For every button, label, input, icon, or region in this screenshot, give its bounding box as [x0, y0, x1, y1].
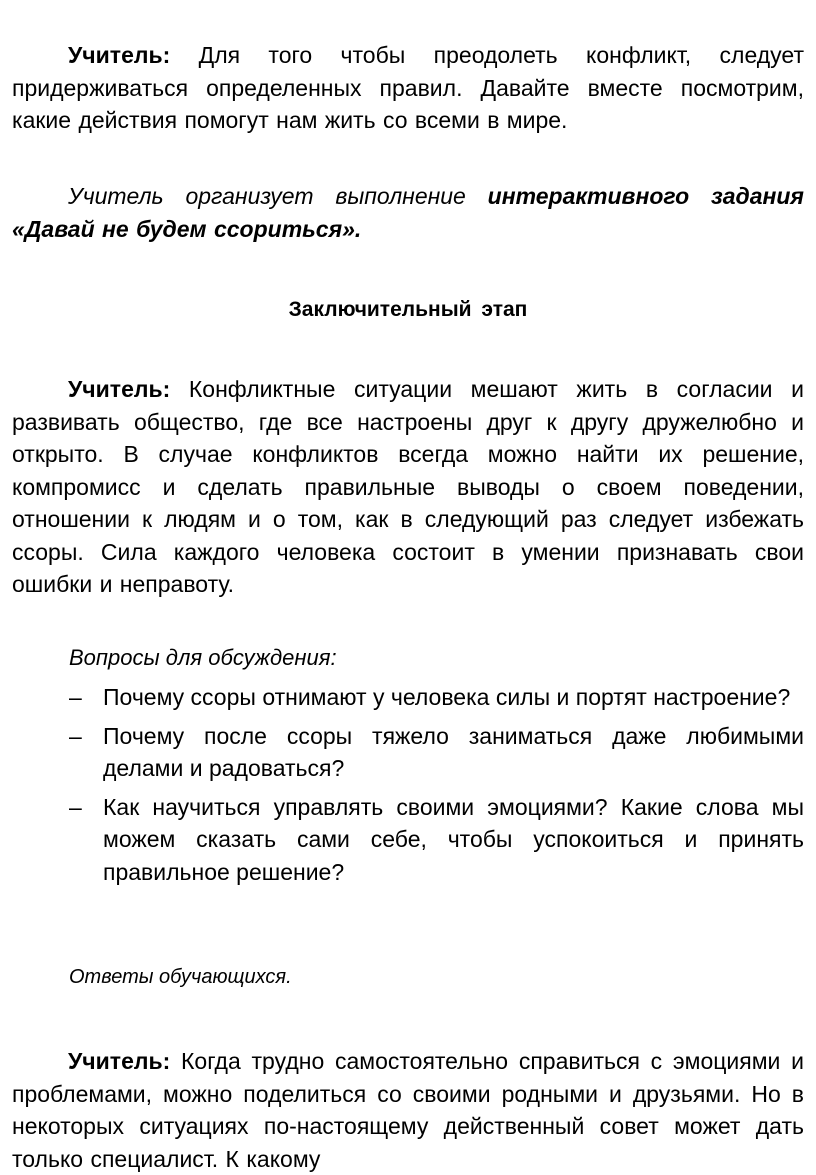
question-text: Почему ссоры отнимают у человека силы и портят настроение?: [103, 684, 791, 710]
teacher-paragraph-2: [12, 373, 804, 601]
speaker-label: Учитель:: [68, 1048, 171, 1074]
list-dash: –: [69, 684, 82, 710]
question-text: Почему после ссоры тяжело заниматься даже любимыми делами и радоваться?: [103, 722, 804, 781]
question-item: [12, 681, 804, 714]
task-title: интерактивного задания «Давай не будем ссориться».: [12, 183, 804, 242]
teacher-paragraph-1: [12, 39, 804, 137]
task-instruction: [12, 180, 804, 245]
teacher-paragraph-3: [12, 1045, 804, 1175]
question-text: Как научиться управлять своими эмоциями? Какие слова мы можем сказать сами себе, чтобы успокоиться и принять правильное решение?: [103, 793, 804, 885]
questions-list: [12, 681, 804, 894]
section-heading: Заключительный этап: [288, 298, 528, 321]
paragraph-text: Конфликтные ситуации мешают жить в согласии и развивать общество, где все настроены друг к другу дружелюбно и открыто. В случае конфликтов всегда можно найти их решение, компромисс и сделать правильные выводы о своем поведении, отношении к людям и о том, как в следующий раз следует избежать ссоры. Сила каждого человека состоит в умении признавать свои ошибки и неправоту.: [12, 376, 804, 597]
question-item: [12, 720, 804, 785]
paragraph-text: Когда трудно самостоятельно справиться с эмоциями и проблемами, можно поделиться со своими родными и друзьями. Но в некоторых ситуациях по-настоящему действенный совет может дать только специалист. К какому: [12, 1048, 804, 1172]
list-dash: –: [69, 793, 82, 820]
speaker-label: Учитель:: [68, 376, 171, 402]
paragraph-text: Для того чтобы преодолеть конфликт, следует придерживаться определенных правил. Давайте вместе посмотрим, какие действия помогут нам жить со всеми в мире.: [12, 42, 804, 133]
question-item: [12, 791, 804, 889]
instruction-lead: Учитель организует выполнение: [68, 183, 488, 209]
speaker-label: Учитель:: [68, 42, 171, 68]
questions-label: Вопросы для обсуждения:: [69, 645, 337, 670]
list-dash: –: [69, 722, 82, 749]
student-answers: Ответы обучающихся.: [69, 966, 292, 988]
